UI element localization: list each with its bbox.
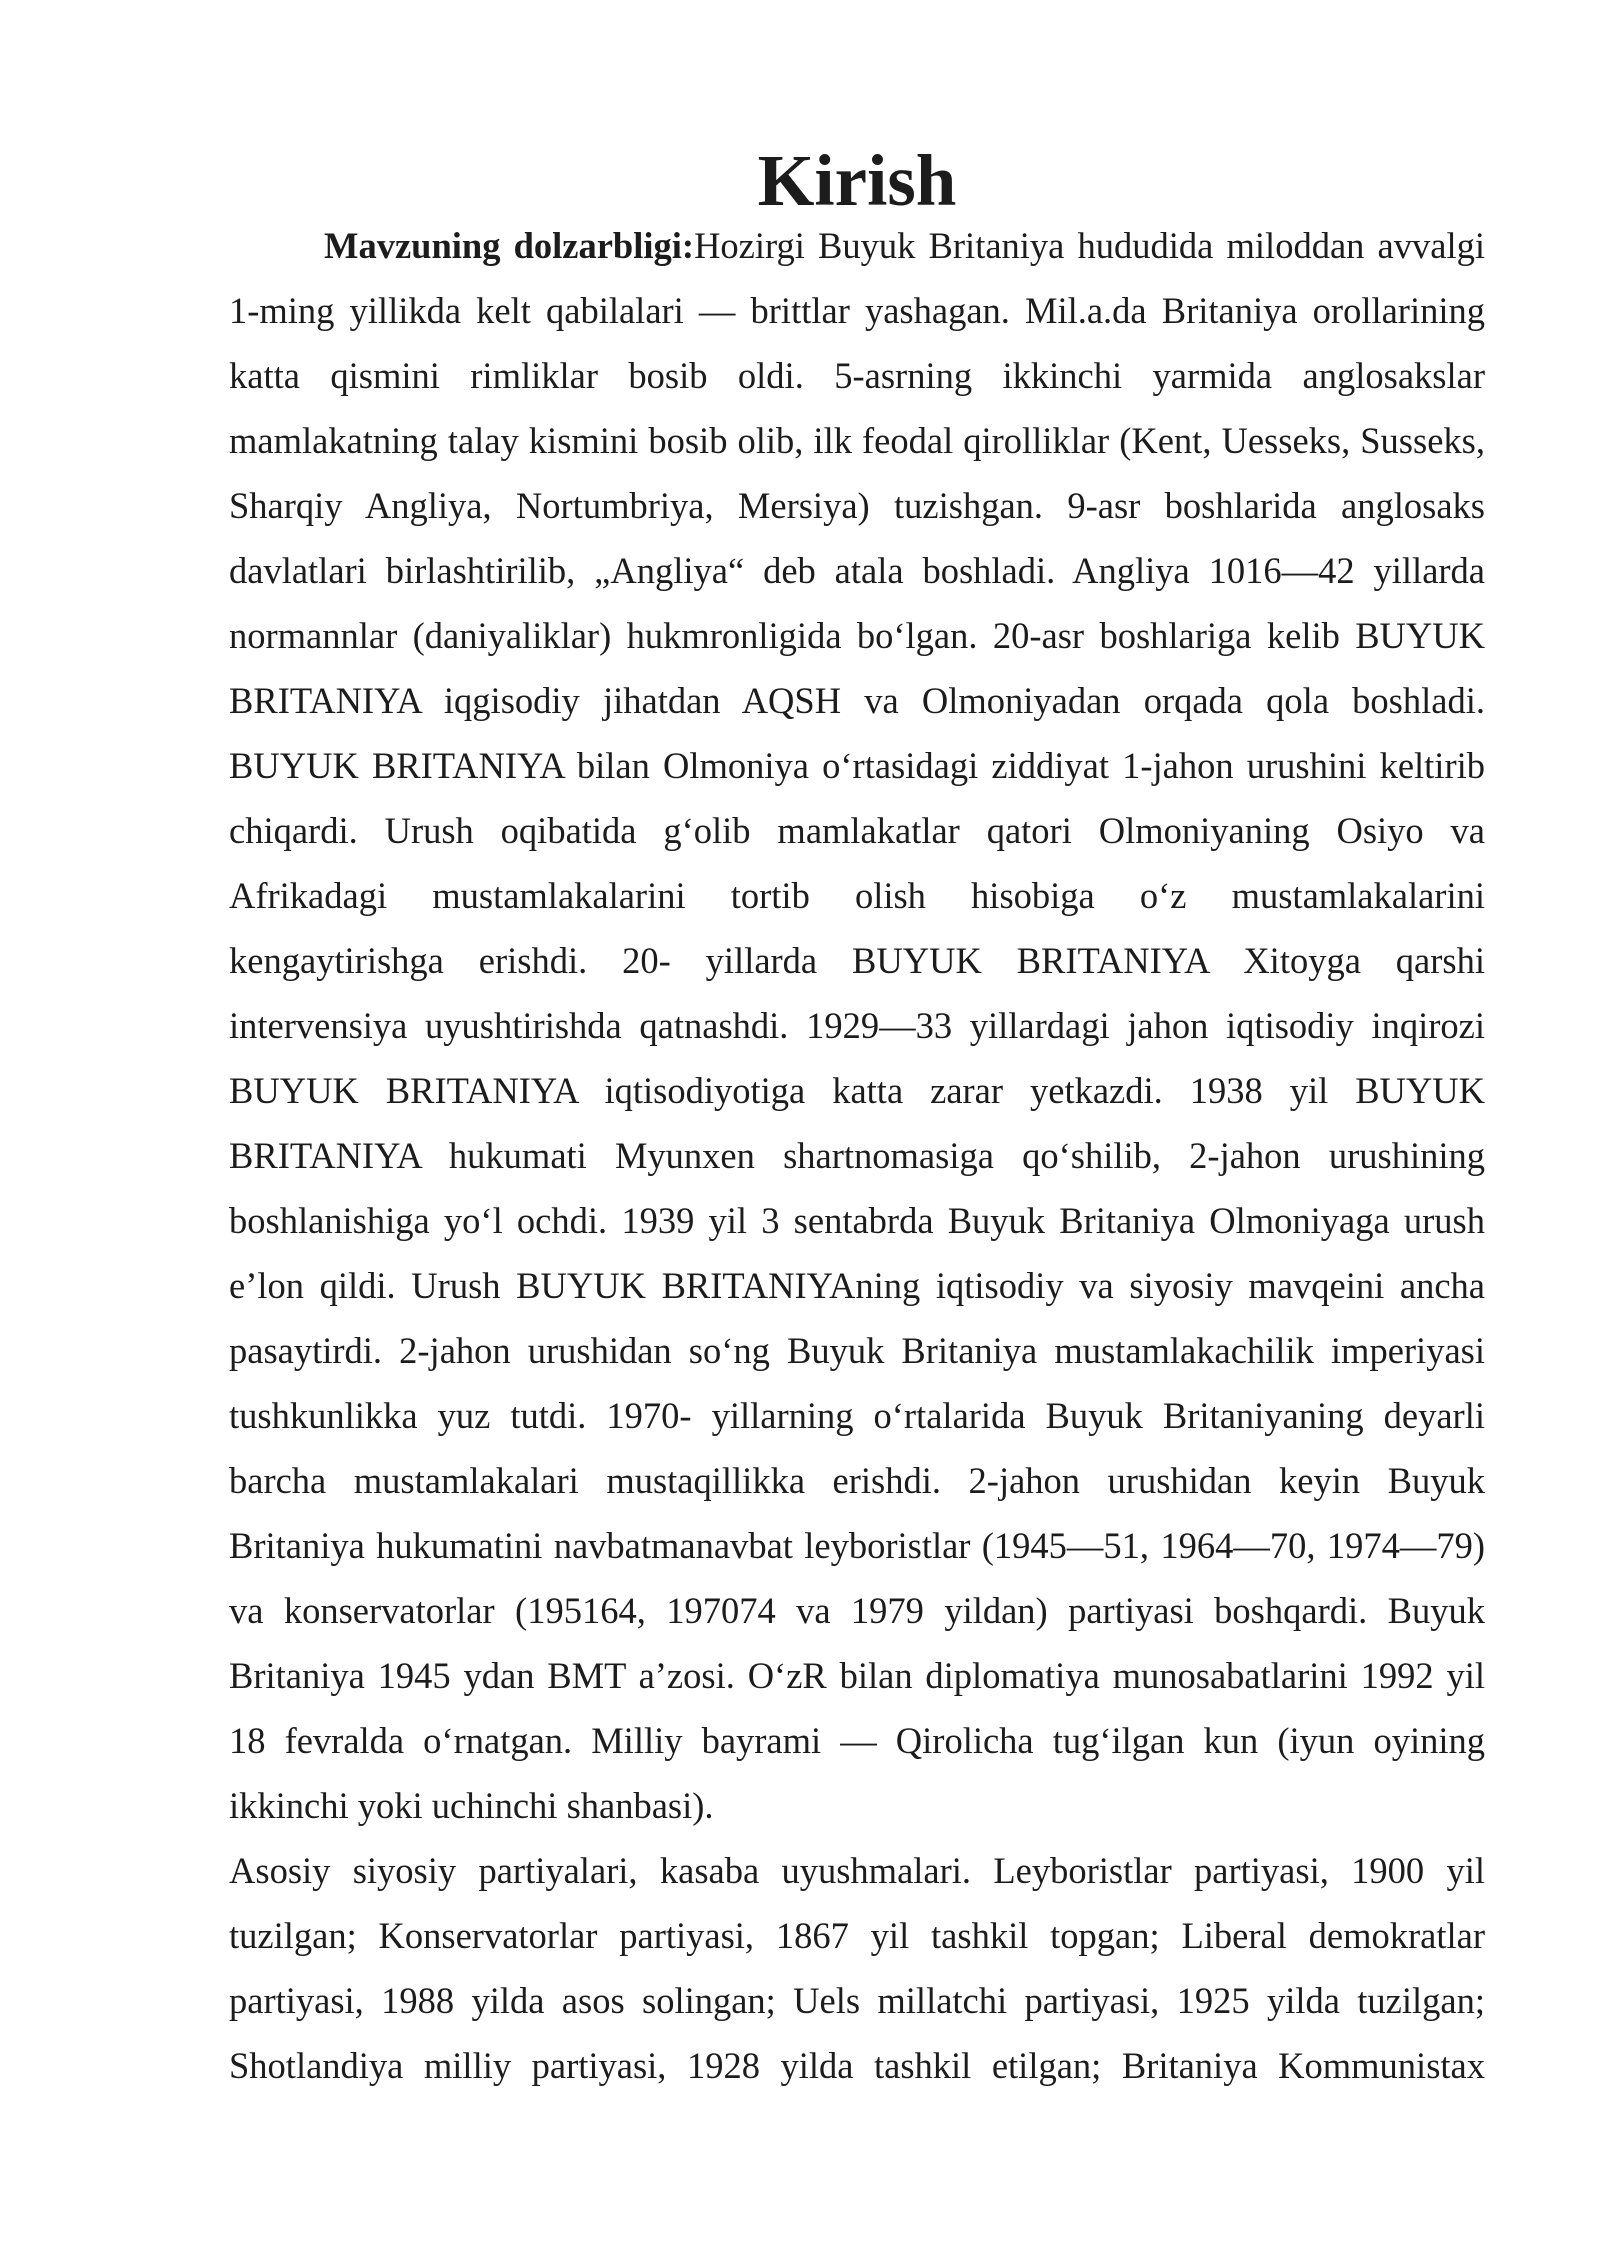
intro-lead: Mavzuning dolzarbligi: bbox=[324, 225, 695, 266]
document-title: Kirish bbox=[757, 140, 957, 221]
document-body bbox=[229, 140, 1485, 2098]
intro-paragraph bbox=[229, 213, 1485, 1838]
intro-text: Hozirgi Buyuk Britaniya hududida miloddan avvalgi 1-ming yillikda kelt qabilalari — brittlar yashagan. Mil.a.da Britaniya orollarining katta qismini rimliklar bosib oldi. 5-asrning ikkinchi yarmida anglosakslar mamlakatning talay kismini bosib olib, ilk feodal qirolliklar (Kent, Uesseks, Susseks, Sharqiy Angliya, Nortumbriya, Mersiya) tuzishgan. 9-asr boshlarida anglosaks davlatlari birlashtirilib, „Angliya“ deb atala boshladi. Angliya 1016—42 yillarda normannlar (daniyaliklar) hukmronligida bo‘lgan. 20-asr boshlariga kelib BUYUK BRITANIYA iqgisodiy jihatdan AQSH va Olmoniyadan orqada qola boshladi. BUYUK BRITANIYA bilan Olmoniya o‘rtasidagi ziddiyat 1-jahon urushini keltirib chiqardi. Urush oqibatida g‘olib mamlakatlar qatori Olmoniyaning Osiyo va Afrikadagi mustamlakalarini tortib olish hisobiga o‘z mustamlakalarini kengaytirishga erishdi. 20- yillarda BUYUK BRITANIYA Xitoyga qarshi intervensiya uyushtirishda qatnashdi. 1929—33 yillardagi jahon iqtisodiy inqirozi BUYUK BRITANIYA iqtisodiyotiga katta zarar yetkazdi. 1938 yil BUYUK BRITANIYA hukumati Myunxen shartnomasiga qo‘shilib, 2-jahon urushining boshlanishiga yo‘l ochdi. 1939 yil 3 sentabrda Buyuk Britaniya Olmoniyaga urush e’lon qildi. Urush BUYUK BRITANIYAning iqtisodiy va siyosiy mavqeini ancha pasaytirdi. 2-jahon urushidan so‘ng Buyuk Britaniya mustamlakachilik imperiyasi tushkunlikka yuz tutdi. 1970- yillarning o‘rtalarida Buyuk Britaniyaning deyarli barcha mustamlakalari mustaqillikka erishdi. 2-jahon urushidan keyin Buyuk Britaniya hukumatini navbatmanavbat leyboristlar (1945—51, 1964—70, 1974—79) va konservatorlar (195164, 197074 va 1979 yildan) partiyasi boshqardi. Buyuk Britaniya 1945 ydan BMT a’zosi. O‘zR bilan diplomatiya munosabatlarini 1992 yil 18 fevralda o‘rnatgan. Milliy bayrami — Qirolicha tug‘ilgan kun (iyun oyining ikkinchi yoki uchinchi shanbasi). bbox=[229, 225, 1485, 1826]
parties-paragraph: Asosiy siyosiy partiyalari, kasaba uyushmalari. Leyboristlar partiyasi, 1900 yil tuzilgan; Konservatorlar partiyasi, 1867 yil tashkil topgan; Liberal demokratlar partiyasi, 1988 yilda asos solingan; Uels millatchi partiyasi, 1925 yilda tuzilgan; Shotlandiya milliy partiyasi, 1928 yilda tashkil etilgan; Britaniya Kommunistax bbox=[229, 1850, 1485, 2086]
